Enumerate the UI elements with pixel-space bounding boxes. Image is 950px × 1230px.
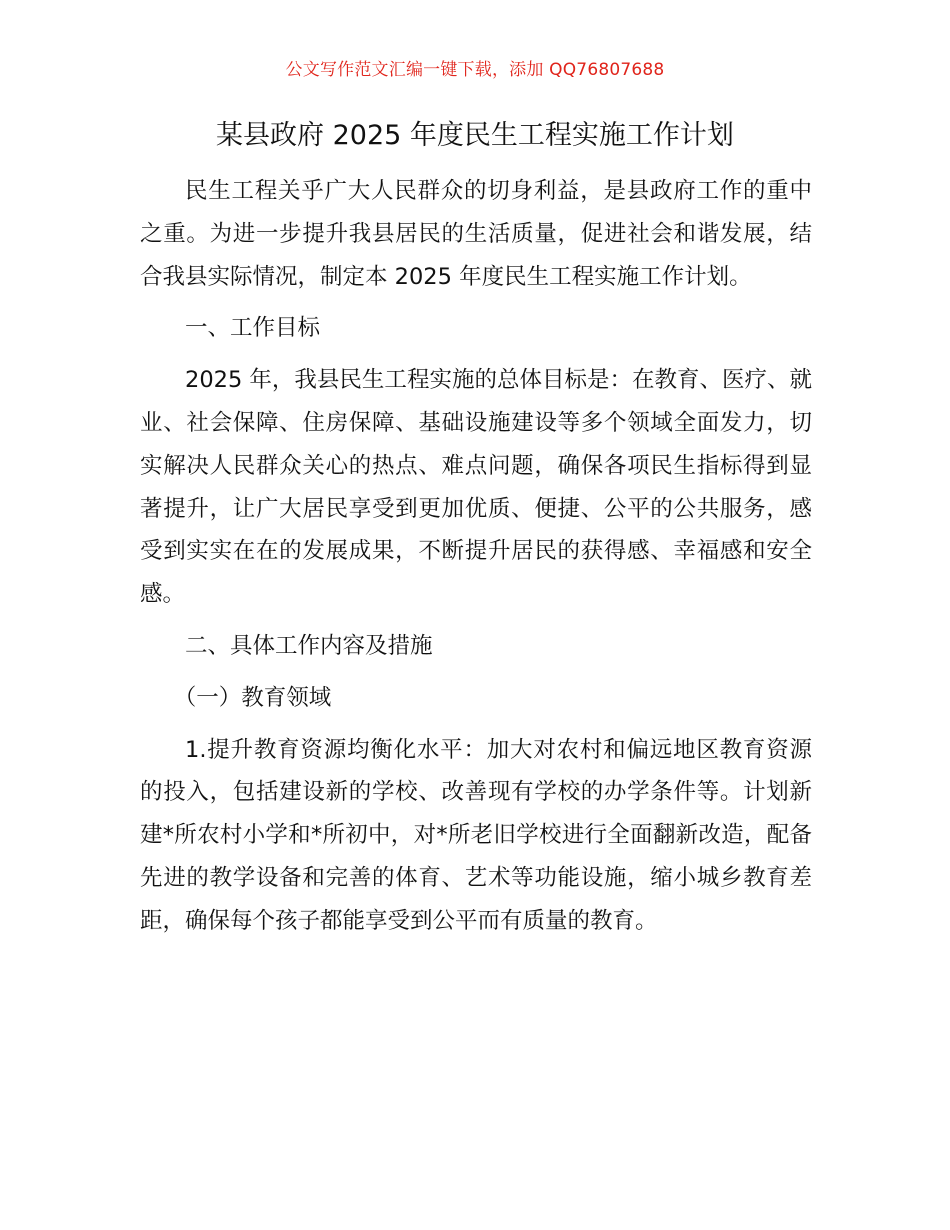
- goals-paragraph: 2025 年，我县民生工程实施的总体目标是：在教育、医疗、就业、社会保障、住房保障、基础设施建设等多个领域全面发力，切实解决人民群众关心的热点、难点问题，确保各项民生指标得到显著提升，让广大居民享受到更加优质、便捷、公平的公共服务，感受到实实在在的发展成果，不断提升居民的获得感、幸福感和安全感。: [140, 367, 812, 608]
- education-item-1-paragraph: 1.提升教育资源均衡化水平：加大对农村和偏远地区教育资源的投入，包括建设新的学校、改善现有学校的办学条件等。计划新建*所农村小学和*所初中，对*所老旧学校进行全面翻新改造，配备先进的教学设备和完善的体育、艺术等功能设施，缩小城乡教育差距，确保每个孩子都能享受到公平而有质量的教育。: [140, 736, 812, 934]
- section-heading-measures: 二、具体工作内容及措施: [185, 632, 433, 659]
- subsection-heading-education: （一）教育领域: [173, 684, 332, 711]
- document-body: [140, 170, 812, 952]
- intro-paragraph: 民生工程关乎广大人民群众的切身利益，是县政府工作的重中之重。为进一步提升我县居民的生活质量，促进社会和谐发展，结合我县实际情况，制定本 2025 年度民生工程实施工作计划。: [140, 178, 812, 290]
- download-notice: 公文写作范文汇编一键下载，添加 QQ76807688: [285, 60, 665, 80]
- document-title: 某县政府 2025 年度民生工程实施工作计划: [216, 120, 734, 151]
- section-heading-goals: 一、工作目标: [185, 315, 321, 342]
